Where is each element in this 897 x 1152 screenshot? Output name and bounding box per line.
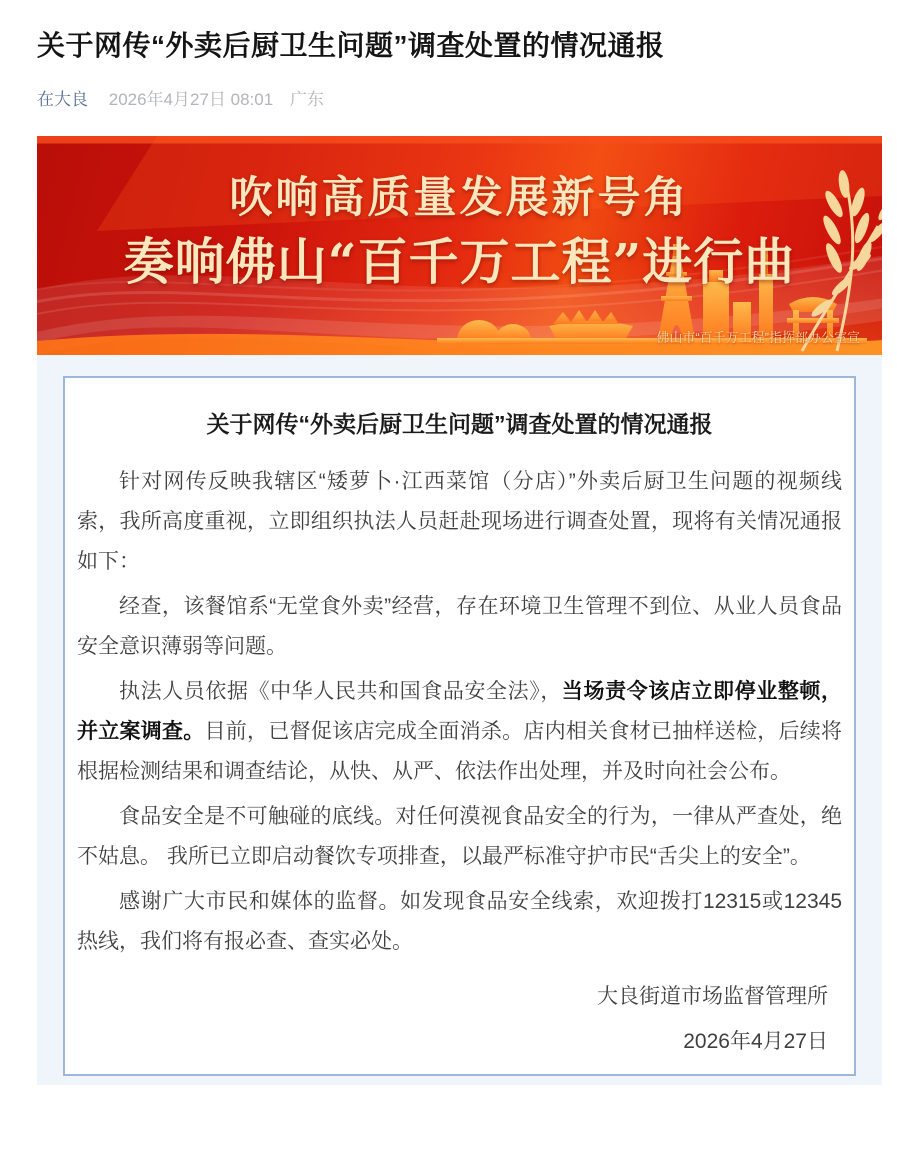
banner-slogan-line2: 奏响佛山“百千万工程”进行曲 xyxy=(123,232,796,291)
notice-panel xyxy=(37,355,882,1085)
publish-datetime: 2026年4月27日 08:01 xyxy=(108,90,274,109)
notice-paragraph xyxy=(77,672,842,792)
page-title: 关于网传“外卖后厨卫生问题”调查处置的情况通报 xyxy=(37,30,665,61)
signature-block xyxy=(77,974,842,1070)
notice-title: 关于网传“外卖后厨卫生问题”调查处置的情况通报 xyxy=(206,411,713,437)
notice-text: 目前，已督促该店完成全面消杀。店内相关食材已抽样送检，后续将根据检测结果和调查结论，从快、从严、依法作出处理，并及时向社会公布。 xyxy=(77,720,843,783)
notice-text: 经查，该餐馆系“无堂食外卖”经营，存在环境卫生管理不到位、从业人员食品安全意识薄弱等问题。 xyxy=(77,595,842,658)
publish-location: 广东 xyxy=(289,90,324,109)
author-account-link[interactable]: 在大良 xyxy=(37,90,88,109)
banner-slogan xyxy=(37,136,882,294)
banner-slogan-line1: 吹响高质量发展新号角 xyxy=(229,173,690,223)
notice-paragraph xyxy=(77,587,842,667)
notice-text: 食品安全是不可触碰的底线。对任何漠视食品安全的行为，一律从严查处，绝不姑息。 我所已立即启动餐饮专项排查，以最严标准守护市民“舌尖上的安全”。 xyxy=(77,805,842,868)
notice-paragraph xyxy=(77,797,842,877)
signature-date: 2026年4月27日 xyxy=(683,1030,828,1053)
banner-credit-text: 佛山市“百千万工程”指挥部办公室宣 xyxy=(656,330,860,345)
banner-image xyxy=(37,136,882,355)
notice-text-bold: 当场责令该店立即停业整顿，并立案调查。 xyxy=(77,680,843,743)
notice-text: 感谢广大市民和媒体的监督。如发现食品安全线索，欢迎拨打12315或12345热线，我们将有报必查、查实必处。 xyxy=(77,890,842,953)
notice-text: 针对网传反映我辖区“矮萝卜·江西菜馆（分店）”外卖后厨卫生问题的视频线索，我所高度重视，立即组织执法人员赶赴现场进行调查处置，现将有关情况通报如下： xyxy=(77,470,842,573)
notice-box xyxy=(63,376,856,1076)
notice-paragraph xyxy=(77,462,842,582)
byline xyxy=(37,88,860,112)
signature-organization: 大良街道市场监督管理所 xyxy=(597,985,828,1008)
article-header xyxy=(0,0,897,112)
notice-body xyxy=(77,462,842,962)
notice-text: 执法人员依据《中华人民共和国食品安全法》， xyxy=(119,680,562,703)
notice-paragraph xyxy=(77,882,842,962)
